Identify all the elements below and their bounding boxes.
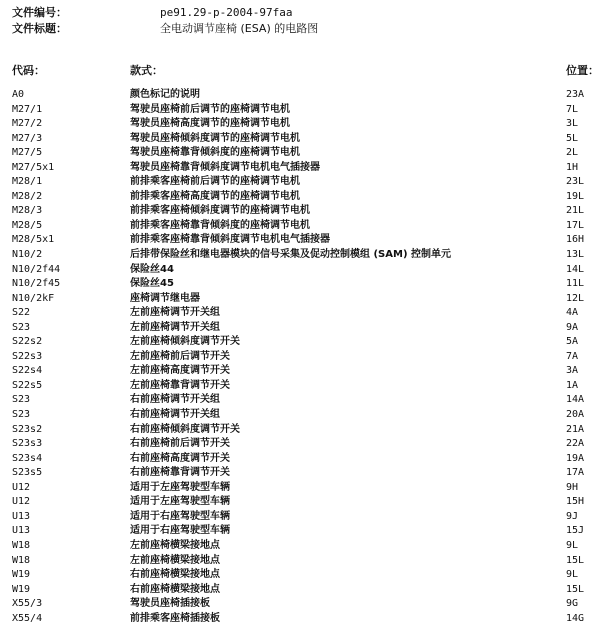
row-code: S22s3: [12, 350, 43, 362]
table-row: [0, 408, 606, 423]
row-position: 15L: [566, 554, 585, 566]
table-row: [0, 597, 606, 612]
row-name: 左前座椅高度调节开关: [130, 365, 230, 377]
row-position: 1H: [566, 161, 579, 173]
row-name: 前排乘客座椅靠背倾斜度调节电机电气插接器: [130, 234, 330, 246]
row-code: W19: [12, 569, 31, 581]
table-row: [0, 568, 606, 583]
row-code: M28/1: [12, 176, 43, 188]
row-name: 左前座椅靠背调节开关: [130, 379, 230, 391]
row-position: 20A: [566, 409, 585, 421]
row-name: 适用于左座驾驶型车辆: [130, 481, 230, 493]
row-code: M28/5: [12, 219, 43, 231]
table-row: [0, 117, 606, 132]
row-name: 前排乘客座椅靠背倾斜度的座椅调节电机: [130, 219, 310, 231]
row-position: 19L: [566, 190, 585, 202]
row-code: M27/2: [12, 118, 43, 130]
table-row: [0, 379, 606, 394]
row-name: 保险丝44: [130, 263, 174, 275]
row-name: 左前座椅调节开关组: [130, 307, 220, 319]
row-position: 3L: [566, 118, 579, 130]
row-name: 前排乘客座椅倾斜度调节的座椅调节电机: [130, 205, 310, 217]
row-name: 保险丝45: [130, 278, 174, 290]
row-code: S22s2: [12, 336, 43, 348]
row-code: X55/4: [12, 612, 43, 624]
row-code: W18: [12, 554, 31, 566]
row-code: A0: [12, 89, 25, 100]
row-name: 驾驶员座椅靠背倾斜度调节电机电气插接器: [130, 161, 320, 173]
row-position: 13L: [566, 249, 585, 261]
table-row: [0, 423, 606, 438]
table-row: [0, 219, 606, 234]
row-position: 9G: [566, 598, 579, 610]
row-code: N10/2f45: [12, 278, 61, 290]
header-code: 代码：: [12, 64, 45, 77]
row-position: 12L: [566, 292, 585, 304]
row-position: 22A: [566, 438, 585, 450]
table-row: [0, 248, 606, 263]
table-row: [0, 481, 606, 496]
row-code: M27/3: [12, 132, 43, 144]
row-code: X55/3: [12, 598, 43, 610]
table-row: [0, 161, 606, 176]
row-name: 右前座椅调节开关组: [130, 394, 220, 406]
component-table: [0, 88, 606, 626]
table-row: [0, 146, 606, 161]
row-position: 9L: [566, 539, 579, 551]
row-position: 23A: [566, 89, 585, 100]
table-row: [0, 335, 606, 350]
row-name: 左前座椅横梁接地点: [130, 554, 220, 566]
row-code: U12: [12, 496, 31, 508]
row-position: 21L: [566, 205, 585, 217]
table-row: [0, 393, 606, 408]
row-code: W19: [12, 583, 31, 595]
row-code: S23: [12, 321, 31, 333]
row-position: 11L: [566, 278, 585, 290]
row-code: U13: [12, 510, 31, 522]
header-name: 款式：: [130, 64, 163, 77]
row-code: M27/5: [12, 147, 43, 159]
row-name: 前排乘客座椅高度调节的座椅调节电机: [130, 190, 300, 202]
row-position: 9A: [566, 321, 579, 333]
row-name: 适用于右座驾驶型车辆: [130, 525, 230, 537]
row-name: 适用于右座驾驶型车辆: [130, 510, 230, 522]
row-code: U13: [12, 525, 31, 537]
row-name: 驾驶员座椅前后调节的座椅调节电机: [130, 103, 290, 115]
row-name: 右前座椅横梁接地点: [130, 583, 220, 595]
row-name: 右前座椅高度调节开关: [130, 452, 230, 464]
row-position: 1A: [566, 379, 579, 391]
doc-title-label: 文件标题：: [12, 22, 67, 35]
row-position: 5L: [566, 132, 579, 144]
row-code: S23: [12, 409, 31, 421]
row-position: 14L: [566, 263, 585, 275]
row-code: M28/3: [12, 205, 43, 217]
doc-number-label: 文件编号：: [12, 6, 67, 19]
table-row: [0, 204, 606, 219]
table-row: [0, 495, 606, 510]
doc-number-value: pe91.29-p-2004-97faa: [160, 6, 293, 19]
row-code: N10/2kF: [12, 292, 55, 304]
table-row: [0, 190, 606, 205]
row-name: 左前座椅倾斜度调节开关: [130, 336, 240, 348]
row-code: S23: [12, 394, 31, 406]
row-name: 右前座椅靠背调节开关: [130, 467, 230, 479]
table-row: [0, 452, 606, 467]
table-row: [0, 321, 606, 336]
table-row: [0, 539, 606, 554]
row-code: M28/2: [12, 190, 43, 202]
row-position: 9J: [566, 510, 579, 522]
table-row: [0, 277, 606, 292]
row-position: 21A: [566, 423, 585, 435]
row-name: 左前座椅横梁接地点: [130, 539, 220, 551]
table-row: [0, 175, 606, 190]
row-name: 驾驶员座椅倾斜度调节的座椅调节电机: [130, 132, 300, 144]
row-name: 驾驶员座椅插接板: [130, 598, 210, 610]
row-name: 左前座椅调节开关组: [130, 321, 220, 333]
table-row: [0, 554, 606, 569]
table-row: [0, 364, 606, 379]
row-code: M28/5x1: [12, 234, 55, 246]
row-position: 3A: [566, 365, 579, 377]
row-code: S23s2: [12, 423, 43, 435]
row-name: 右前座椅横梁接地点: [130, 569, 220, 581]
row-code: M27/1: [12, 103, 43, 115]
row-code: S23s5: [12, 467, 43, 479]
row-position: 16H: [566, 234, 585, 246]
table-row: [0, 132, 606, 147]
row-name: 颜色标记的说明: [130, 89, 200, 100]
row-position: 17L: [566, 219, 585, 231]
row-code: U12: [12, 481, 31, 493]
row-code: S22s4: [12, 365, 43, 377]
table-header: [0, 62, 606, 78]
row-position: 17A: [566, 467, 585, 479]
row-position: 4A: [566, 307, 579, 319]
row-name: 右前座椅调节开关组: [130, 409, 220, 421]
table-row: [0, 103, 606, 118]
table-row: [0, 233, 606, 248]
row-position: 23L: [566, 176, 585, 188]
row-position: 5A: [566, 336, 579, 348]
header-position: 位置：: [566, 64, 599, 77]
row-position: 9L: [566, 569, 579, 581]
table-row: [0, 263, 606, 278]
row-code: S22s5: [12, 379, 43, 391]
table-row: [0, 510, 606, 525]
row-position: 7A: [566, 350, 579, 362]
table-row: [0, 350, 606, 365]
row-position: 14G: [566, 612, 585, 624]
row-code: S22: [12, 307, 31, 319]
row-code: S23s3: [12, 438, 43, 450]
table-row: [0, 437, 606, 452]
row-name: 后排带保险丝和继电器模块的信号采集及促动控制模组 (SAM) 控制单元: [130, 249, 451, 261]
table-row: [0, 88, 606, 103]
table-row: [0, 306, 606, 321]
row-name: 右前座椅前后调节开关: [130, 438, 230, 450]
row-name: 驾驶员座椅高度调节的座椅调节电机: [130, 118, 290, 130]
row-code: N10/2: [12, 249, 43, 261]
row-position: 2L: [566, 147, 579, 159]
row-name: 前排乘客座椅前后调节的座椅调节电机: [130, 176, 300, 188]
row-position: 15L: [566, 583, 585, 595]
row-code: N10/2f44: [12, 263, 61, 275]
table-row: [0, 466, 606, 481]
row-name: 左前座椅前后调节开关: [130, 350, 230, 362]
row-position: 15J: [566, 525, 585, 537]
table-row: [0, 524, 606, 539]
row-name: 座椅调节继电器: [130, 292, 200, 304]
row-name: 前排乘客座椅插接板: [130, 612, 220, 624]
table-row: [0, 612, 606, 627]
row-position: 9H: [566, 481, 579, 493]
table-row: [0, 292, 606, 307]
row-code: M27/5x1: [12, 161, 55, 173]
row-position: 14A: [566, 394, 585, 406]
row-position: 19A: [566, 452, 585, 464]
doc-title-value: 全电动调节座椅 (ESA) 的电路图: [160, 22, 319, 35]
row-position: 7L: [566, 103, 579, 115]
row-code: S23s4: [12, 452, 43, 464]
row-position: 15H: [566, 496, 585, 508]
table-row: [0, 583, 606, 598]
row-name: 驾驶员座椅靠背倾斜度的座椅调节电机: [130, 147, 300, 159]
row-name: 适用于左座驾驶型车辆: [130, 496, 230, 508]
row-name: 右前座椅倾斜度调节开关: [130, 423, 240, 435]
row-code: W18: [12, 539, 31, 551]
